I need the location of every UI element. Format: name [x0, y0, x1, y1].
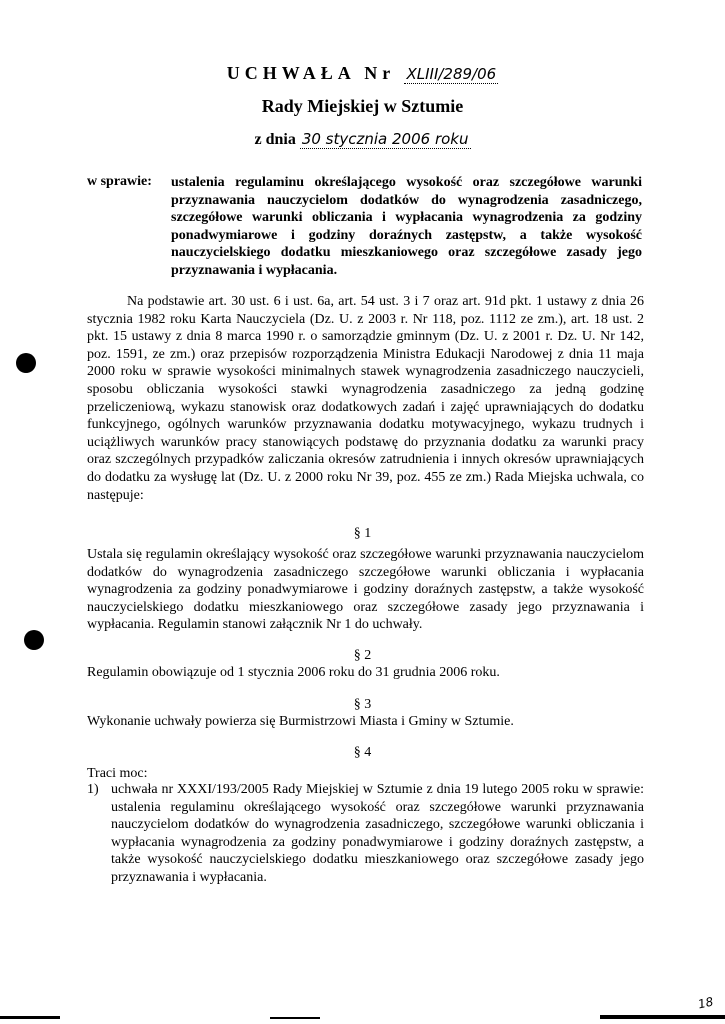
- paragraph-3-symbol: § 3: [353, 697, 372, 712]
- date-value: 30 stycznia 2006 roku: [301, 130, 469, 148]
- subject-label: w sprawie:: [87, 174, 152, 189]
- resolution-title-prefix: UCHWAŁA Nr: [226, 63, 395, 83]
- council-name: Rady Miejskiej w Sztumie: [261, 96, 464, 116]
- punch-hole-mark: [16, 353, 36, 373]
- repealed-item-number: 1): [87, 782, 99, 797]
- paragraph-2-symbol: § 2: [353, 648, 372, 663]
- paragraph-4-symbol: § 4: [353, 745, 372, 760]
- repealed-item-text: uchwała nr XXXI/193/2005 Rady Miejskiej w Sztumie z dnia 19 lutego 2005 roku w sprawie: ustalenia regulaminu określającego wysokość oraz szczegółowe warunki przyznawania nauczycielom dodatków do wynagrodzenia zasadniczego, szczegółowe warunki obliczania i wypłacania wynagrodzenia za godziny ponadwymiarowe i godziny doraźnych zastępstw, a także wysokość nauczycielskiego dodatku mieszkaniowego oraz szczegółowe zasady jego przyznawania i wypłacania.: [111, 782, 644, 885]
- resolution-number: XLIII/289/06: [406, 65, 497, 83]
- punch-hole-mark: [24, 630, 44, 650]
- paragraph-1-symbol: § 1: [353, 526, 372, 541]
- scan-edge-mark: [0, 1013, 725, 1021]
- legal-basis-text: Na podstawie art. 30 ust. 6 i ust. 6a, art. 54 ust. 3 i 7 oraz art. 91d pkt. 1 ustawy z dnia 26 stycznia 1982 roku Karta Nauczyciela (Dz. U. z 2003 r. Nr 118, poz. 1112 ze zm.), art. 18 ust. 2 pkt. 15 ustawy z dnia 8 marca 1990 r. o samorządzie gminnym (Dz. U. z 2001 r. Dz. U. Nr 142, poz. 1591, ze zm.) oraz przepisów rozporządzenia Ministra Edukacji Narodowej z dnia 11 maja 2000 roku w sprawie wysokości minimalnych stawek wynagrodzenia zasadniczego nauczycieli, sposobu obliczania wysokości stawki wynagrodzenia zasadniczego za jedną godzinę przeliczeniową, wykazu stanowisk oraz dodatkowych zadań i zajęć uprawniających do dodatku funkcyjnego, ogólnych warunków przyznawania dodatku motywacyjnego, wykazu trudnych i uciążliwych warunków pracy stanowiących podstawę do przyznania dodatku za warunki pracy oraz szczególnych przypadków zaliczania okresów zatrudnienia i innych okresów uprawniających do dodatku za wysługę lat (Dz. U. z 2000 roku Nr 39, poz. 455 ze zm.) Rada Miejska uchwala, co następuje:: [87, 294, 644, 503]
- paragraph-3-text: Wykonanie uchwały powierza się Burmistrzowi Miasta i Gminy w Sztumie.: [87, 714, 514, 729]
- handwritten-page-number: 18: [696, 994, 715, 1012]
- paragraph-2-text: Regulamin obowiązuje od 1 stycznia 2006 roku do 31 grudnia 2006 roku.: [87, 665, 500, 680]
- paragraph-4-text: Traci moc:: [87, 766, 148, 781]
- subject-text: ustalenia regulaminu określającego wysokość oraz szczegółowe warunki przyznawania nauczycielom dodatków do wynagrodzenia zasadniczego, szczegółowe warunki obliczania i wypłacania wynagrodzenia za godziny ponadwymiarowe i godziny doraźnych zastępstw, a także wysokość nauczycielskiego dodatku mieszkaniowego oraz szczegółowe zasady jego przyznawania i wypłacania.: [171, 175, 642, 278]
- resolution-date: [0, 130, 725, 149]
- paragraph-1-text: Ustala się regulamin określający wysokość oraz szczegółowe warunki przyznawania nauczycielom dodatków do wynagrodzenia zasadniczego szczegółowe warunki obliczania i wypłacania wynagrodzenia za godziny ponadwymiarowe i godziny doraźnych zastępstw, a także wysokość nauczycielskiego dodatku mieszkaniowego oraz szczegółowe zasady jego przyznawania i wypłacania. Regulamin stanowi załącznik Nr 1 do uchwały.: [87, 547, 644, 633]
- resolution-title: [0, 63, 725, 84]
- date-prefix: z dnia: [254, 131, 296, 148]
